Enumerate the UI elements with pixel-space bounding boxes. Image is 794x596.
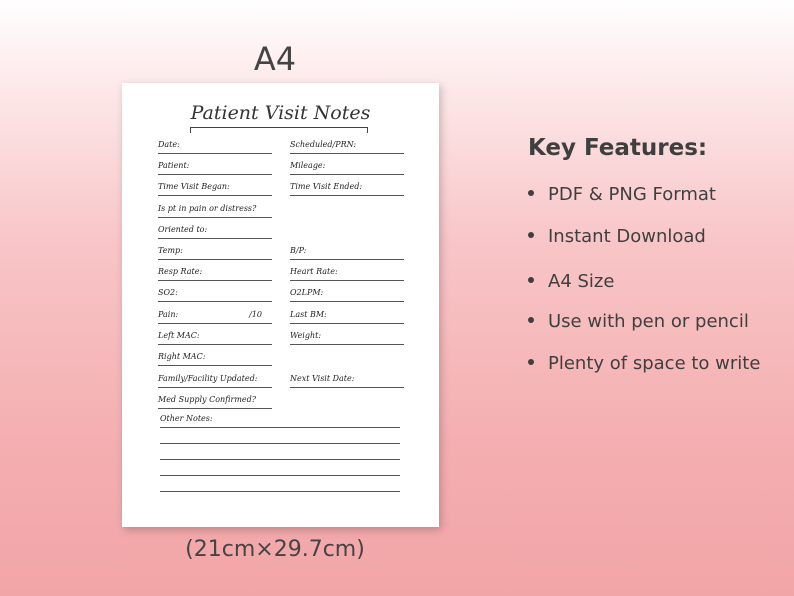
patient-field: Patient:: [158, 160, 272, 175]
feature-text: Plenty of space to write: [548, 353, 761, 374]
right-mac-field: Right MAC:: [158, 351, 272, 366]
pain-label: Pain:: [158, 310, 179, 319]
size-label: A4: [253, 40, 297, 78]
weight-field: Weight:: [290, 330, 404, 345]
bullet-icon: [528, 190, 534, 196]
feature-text: PDF & PNG Format: [548, 184, 716, 205]
mileage-field: Mileage:: [290, 160, 404, 175]
feature-item: [528, 311, 749, 332]
pain-scale: /10: [249, 310, 262, 319]
time-visit-ended-field: Time Visit Ended:: [290, 181, 404, 196]
feature-item: [528, 271, 614, 292]
family-updated-field: Family/Facility Updated:: [158, 373, 272, 388]
bullet-icon: [528, 317, 534, 323]
bp-field: B/P:: [290, 245, 404, 260]
o2lpm-field: O2LPM:: [290, 287, 404, 302]
last-bm-field: Last BM:: [290, 309, 404, 324]
note-line: [160, 475, 400, 476]
form-title: Patient Visit Notes: [190, 102, 371, 124]
bullet-icon: [528, 359, 534, 365]
scheduled-prn-field: Scheduled/PRN:: [290, 139, 404, 154]
bullet-icon: [528, 232, 534, 238]
note-line: [160, 491, 400, 492]
oriented-to-field: Oriented to:: [158, 224, 272, 239]
feature-text: Instant Download: [548, 226, 706, 247]
med-supply-field: Med Supply Confirmed?: [158, 394, 272, 409]
dimensions-label: (21cm×29.7cm): [185, 537, 365, 562]
title-underline: [190, 127, 368, 128]
note-line: [160, 427, 400, 428]
time-visit-began-field: Time Visit Began:: [158, 181, 272, 196]
feature-text: Use with pen or pencil: [548, 311, 749, 332]
bullet-icon: [528, 277, 534, 283]
temp-field: Temp:: [158, 245, 272, 260]
next-visit-date-field: Next Visit Date:: [290, 373, 404, 388]
features-title: Key Features:: [528, 135, 708, 161]
heart-rate-field: Heart Rate:: [290, 266, 404, 281]
feature-item: [528, 184, 716, 205]
note-line: [160, 459, 400, 460]
pain-distress-field: Is pt in pain or distress?: [158, 203, 272, 218]
feature-text: A4 Size: [548, 271, 615, 292]
date-field: Date:: [158, 139, 272, 154]
pain-field: [158, 309, 272, 324]
form-preview-sheet: [122, 83, 439, 527]
left-mac-field: Left MAC:: [158, 330, 272, 345]
other-notes-label: Other Notes:: [160, 414, 213, 423]
feature-item: [528, 353, 760, 374]
note-line: [160, 443, 400, 444]
resp-rate-field: Resp Rate:: [158, 266, 272, 281]
so2-field: SO2:: [158, 287, 272, 302]
feature-item: [528, 226, 706, 247]
